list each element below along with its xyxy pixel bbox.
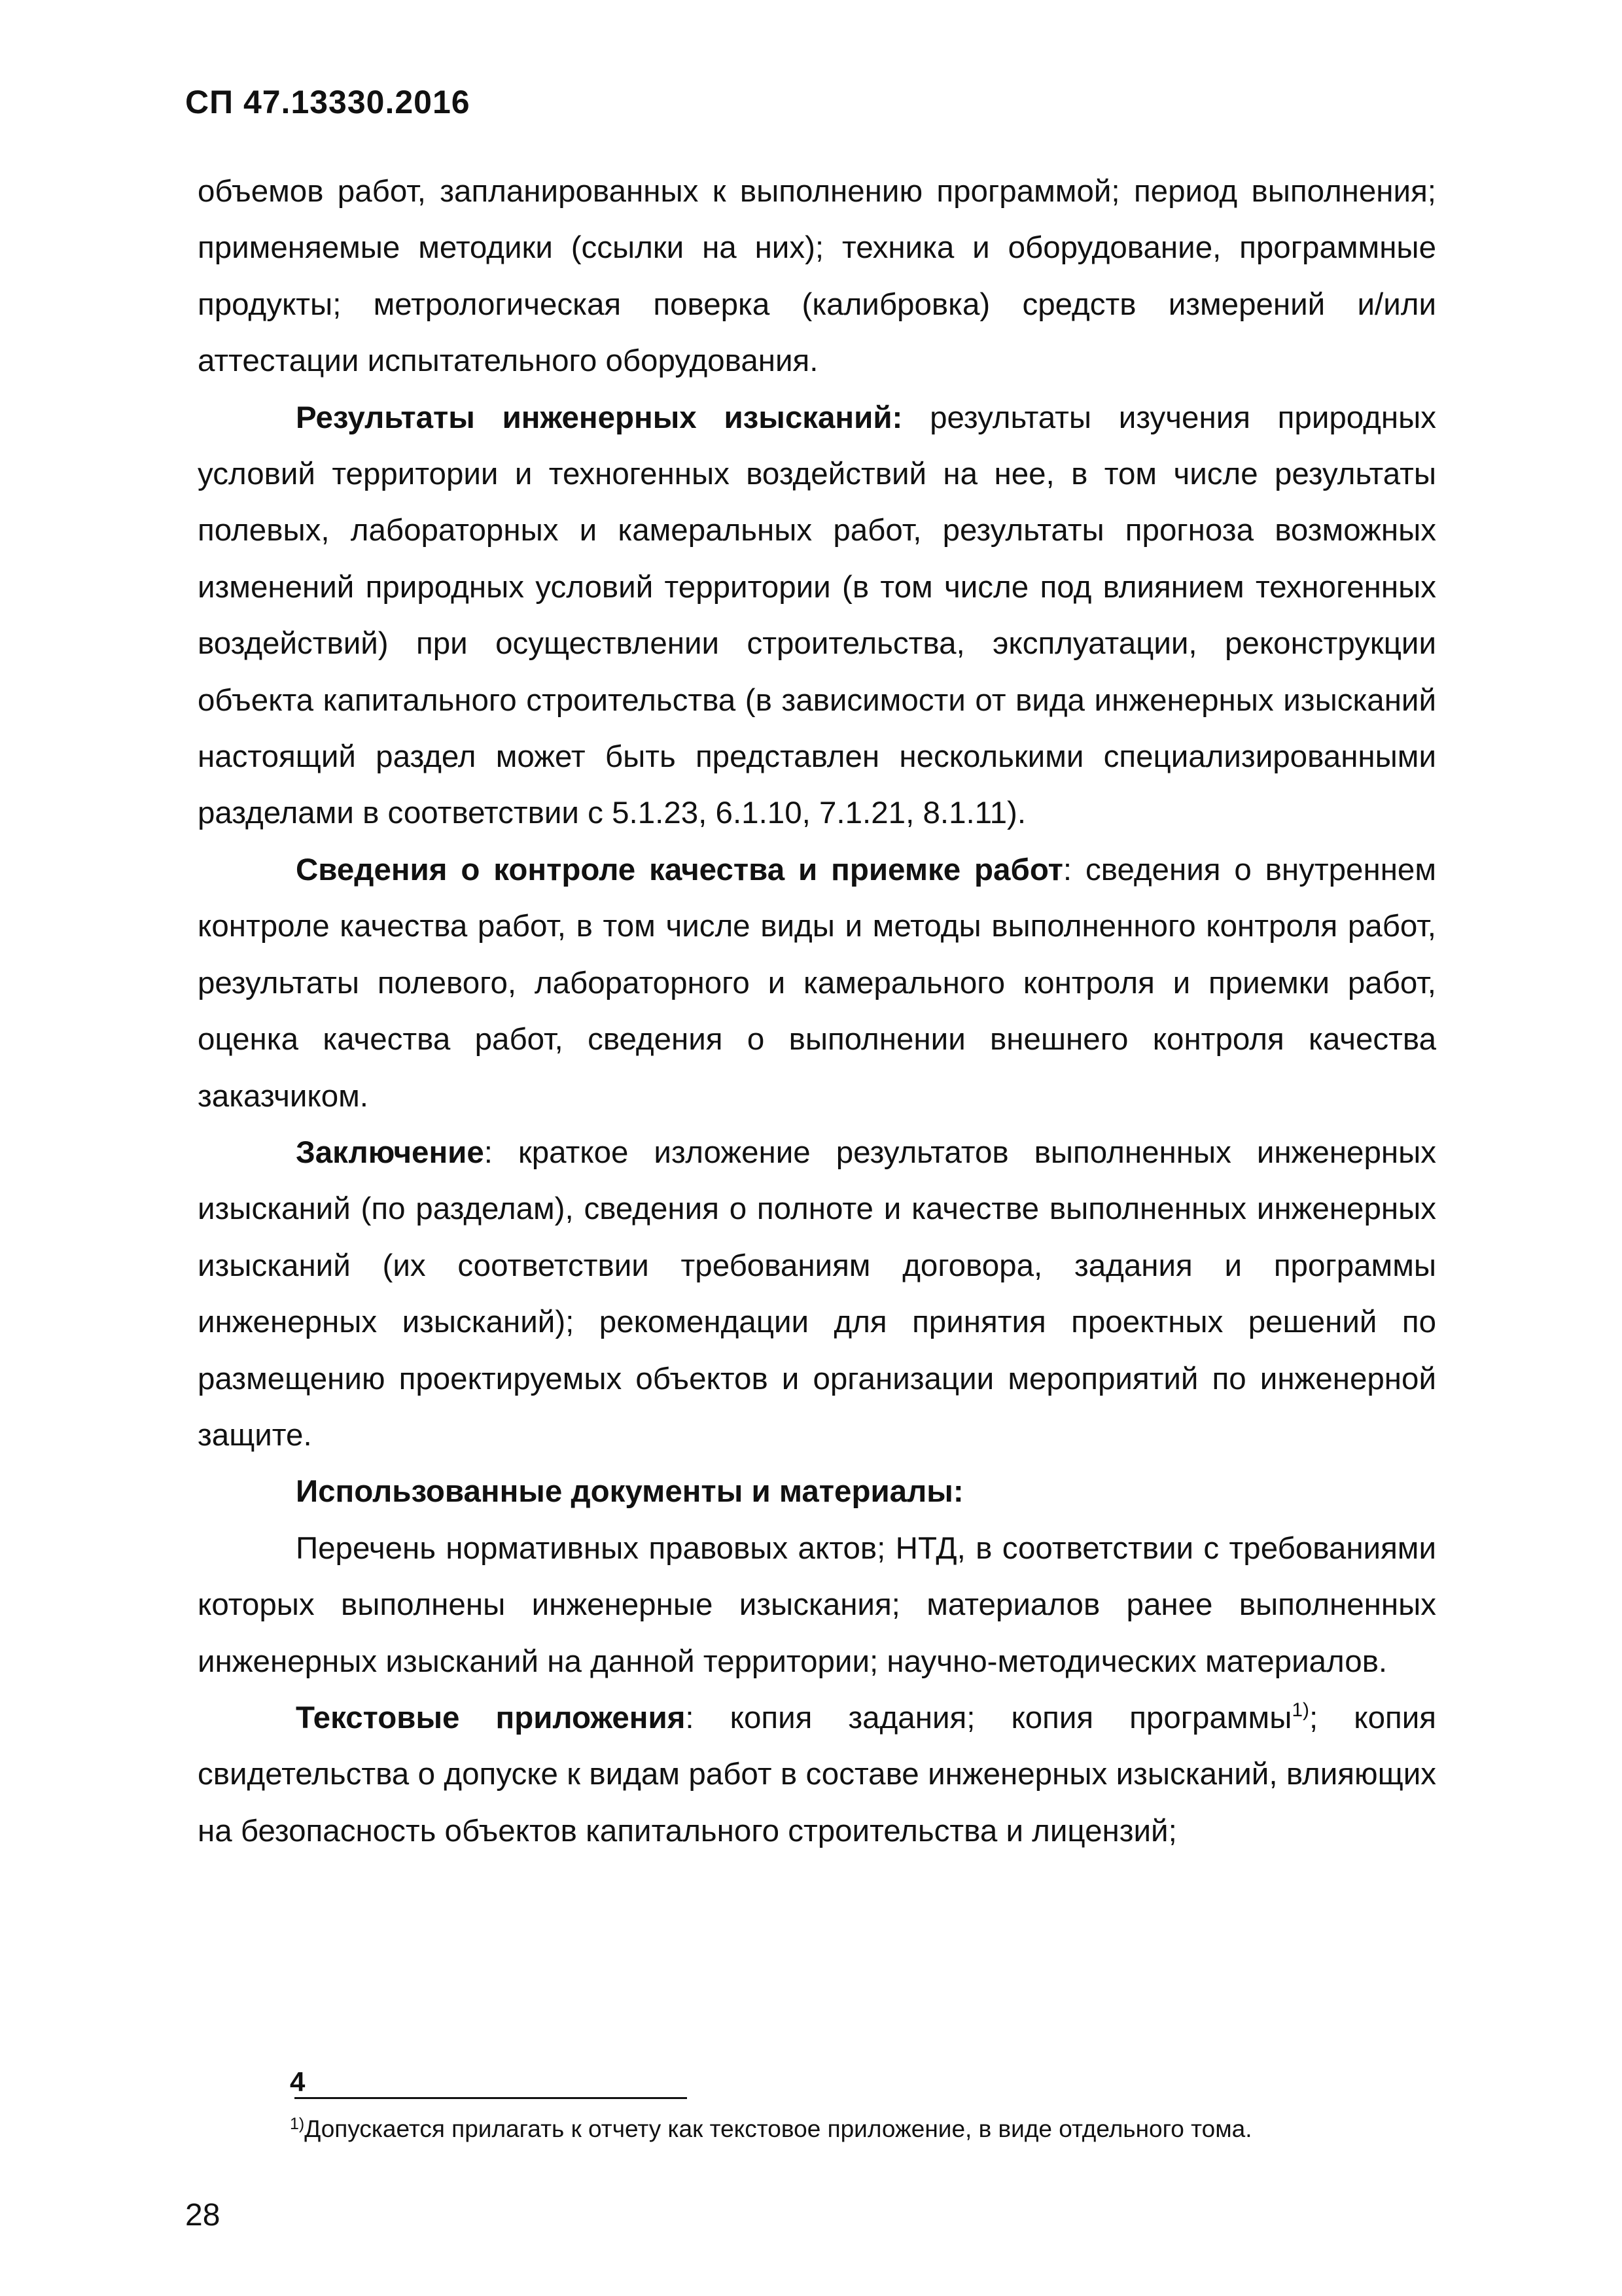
heading-documents: Использованные документы и материалы: bbox=[296, 1474, 964, 1510]
footnote-divider bbox=[294, 2097, 687, 2099]
page-number: 28 bbox=[185, 2198, 220, 2233]
footnote-page-marker: 4 bbox=[290, 2066, 306, 2097]
heading-results: Результаты инженерных изысканий: bbox=[296, 400, 903, 435]
heading-conclusion: Заключение bbox=[296, 1135, 484, 1170]
paragraph-documents-heading bbox=[198, 1464, 1436, 1520]
paragraph-appendices bbox=[198, 1690, 1436, 1860]
paragraph-scope: объемов работ, запланированных к выполнению программой; период выполнения; применяемые методики (ссылки на них); техника и оборудование, программные продукты; метрологическая поверка (калибровка) средств измерений и/или аттестации испытательного оборудования. bbox=[198, 174, 1436, 379]
text-conclusion: : краткое изложение результатов выполненных инженерных изысканий (по разделам), сведения о полноте и качестве выполненных инженерных изысканий (их соответствии требованиям договора, задания и программы инженерных изысканий); рекомендации для принятия проектных решений по размещению проектируемых объектов и организации мероприятий по инженерной защите. bbox=[198, 1135, 1436, 1453]
text-appendices-a: : копия задания; копия программы bbox=[685, 1700, 1292, 1735]
paragraph-quality-control bbox=[198, 842, 1436, 1125]
text-results: результаты изучения природных условий территории и техногенных воздействий на нее, в том числе результаты полевых, лабораторных и камеральных работ, результаты прогноза возможных изменений природных условий территории (в том числе под влиянием техногенных воздействий) при осуществлении строительства, эксплуатации, реконструкции объекта капитального строительства (в зависимости от вида инженерных изысканий настоящий раздел может быть представлен несколькими специализированными разделами в соответствии с 5.1.23, 6.1.10, 7.1.21, 8.1.11). bbox=[198, 400, 1436, 831]
paragraph-documents: Перечень нормативных правовых актов; НТД, в соответствии с требованиями которых выполнены инженерные изыскания; материалов ранее выполненных инженерных изысканий на данной территории; научно-методических материалов. bbox=[198, 1530, 1436, 1679]
footnote-reference: 1) bbox=[1292, 1699, 1310, 1721]
text-quality-control: : сведения о внутреннем контроле качества работ, в том числе виды и методы выполненного контроля работ, результаты полевого, лабораторного и камерального контроля и приемки работ, оценка качества работ, сведения о выполнении внешнего контроля качества заказчиком. bbox=[198, 852, 1437, 1114]
footnote bbox=[290, 2115, 1252, 2144]
document-body bbox=[198, 164, 1436, 1860]
paragraph-results bbox=[198, 390, 1436, 842]
heading-quality-control: Сведения о контроле качества и приемке работ bbox=[296, 852, 1063, 887]
paragraph-conclusion bbox=[198, 1125, 1436, 1464]
document-code: СП 47.13330.2016 bbox=[185, 84, 470, 120]
text-appendices-b: ; копия свидетельства о допуске к видам работ в составе инженерных изысканий, влияющих на безопасность объектов капитального строительства и лицензий; bbox=[198, 1700, 1436, 1848]
footnote-text: Допускается прилагать к отчету как текстовое приложение, в виде отдельного тома. bbox=[304, 2115, 1252, 2142]
heading-appendices: Текстовые приложения bbox=[296, 1700, 686, 1735]
footnote-number: 1) bbox=[290, 2115, 305, 2133]
